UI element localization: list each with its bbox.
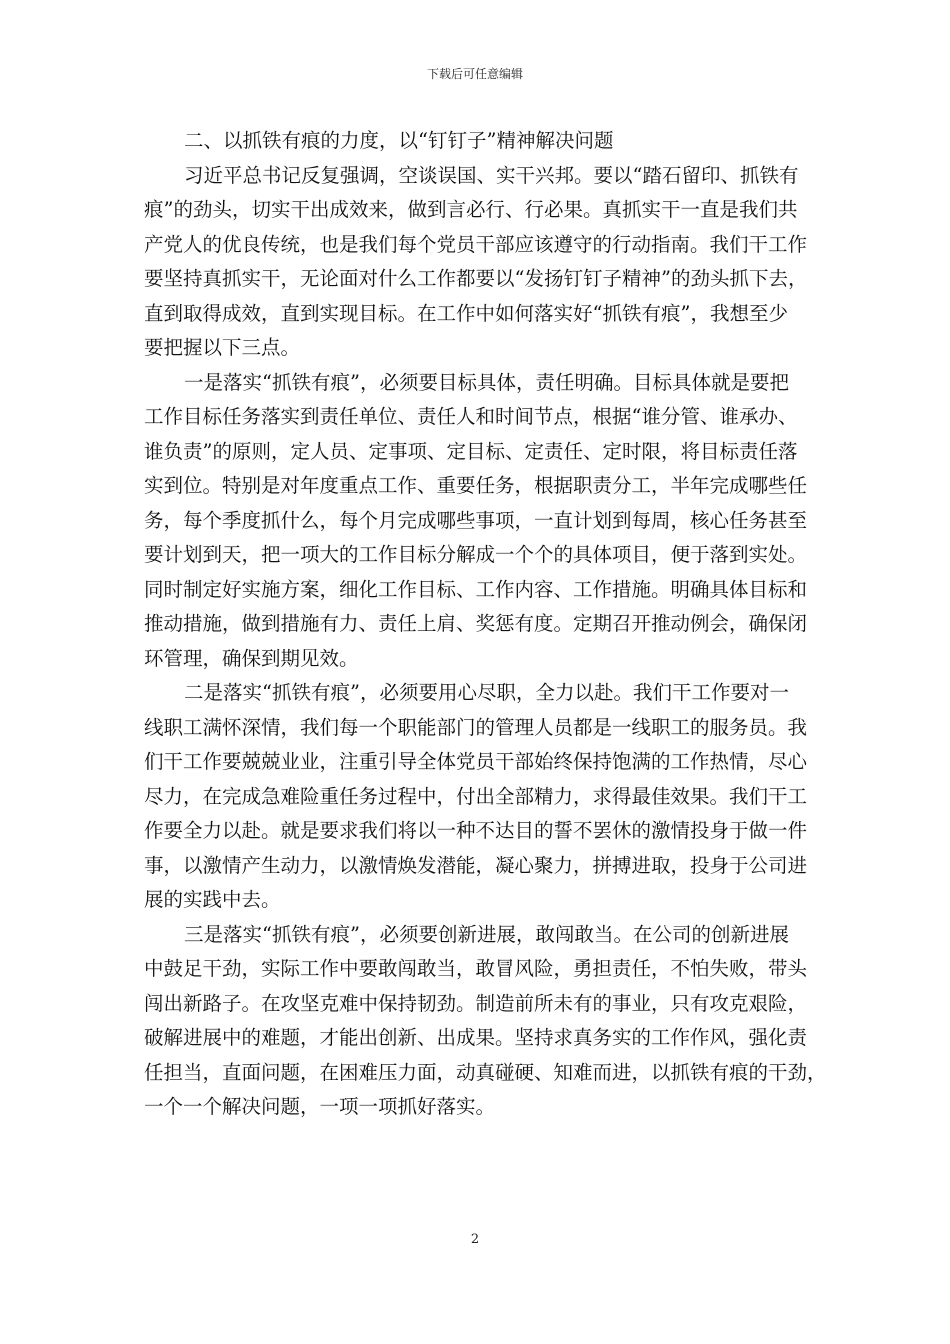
- paragraph-line: 要把握以下三点。: [144, 336, 301, 359]
- paragraph-line: 一个一个解决问题，一项一项抓好落实。: [144, 1095, 496, 1118]
- paragraph-line: 产党人的优良传统，也是我们每个党员干部应该遵守的行动指南。我们干工作: [144, 232, 808, 256]
- paragraph-line: 工作目标任务落实到责任单位、责任人和时间节点，根据“谁分管、谁承办、: [144, 405, 798, 428]
- page-header: 下载后可任意编辑: [426, 67, 523, 81]
- paragraph-line: 一是落实“抓铁有痕”，必须要目标具体，责任明确。目标具体就是要把: [184, 370, 789, 394]
- section-heading: 二、以抓铁有痕的力度，以“钉钉子”精神解决问题: [184, 129, 614, 152]
- paragraph-line: 事，以激情产生动力，以激情焕发潜能，凝心聚力，拼搏进取，投身于公司进: [144, 853, 808, 877]
- document-body: [144, 124, 827, 1125]
- paragraph-line: 环管理，确保到期见效。: [144, 646, 359, 670]
- paragraph-line: 习近平总书记反复强调，空谈误国、实干兴邦。要以“踏石留印、抓铁有: [184, 163, 799, 187]
- paragraph-line: 痕”的劲头，切实干出成效来，做到言必行、行必果。真抓实干一直是我们共: [144, 198, 798, 221]
- paragraph-line: 三是落实“抓铁有痕”，必须要创新进展，敢闯敢当。在公司的创新进展: [184, 922, 789, 946]
- paragraph-line: 要坚持真抓实干，无论面对什么工作都要以“发扬钉钉子精神”的劲头抓下去，: [144, 267, 808, 290]
- paragraph-line: 二是落实“抓铁有痕”，必须要用心尽职，全力以赴。我们干工作要对一: [184, 681, 789, 704]
- paragraph-line: 同时制定好实施方案，细化工作目标、工作内容、工作措施。明确具体目标和: [144, 577, 808, 601]
- paragraph-line: 直到取得成效，直到实现目标。在工作中如何落实好“抓铁有痕”，我想至少: [144, 301, 788, 325]
- paragraph-line: 展的实践中去。: [144, 888, 281, 911]
- paragraph-line: 任担当，直面问题，在困难压力面，动真碰硬、知难而进，以抓铁有痕的干劲，: [144, 1060, 827, 1084]
- paragraph-line: 们干工作要兢兢业业，注重引导全体党员干部始终保持饱满的工作热情，尽心: [144, 750, 808, 773]
- paragraph-line: 谁负责”的原则，定人员、定事项、定目标、定责任、定时限，将目标责任落: [144, 439, 798, 463]
- paragraph-line: 尽力，在完成急难险重任务过程中，付出全部精力，求得最佳效果。我们干工: [144, 784, 808, 808]
- paragraph-line: 中鼓足干劲，实际工作中要敢闯敢当，敢冒风险，勇担责任，不怕失败，带头: [144, 957, 808, 980]
- paragraph-line: 线职工满怀深情，我们每一个职能部门的管理人员都是一线职工的服务员。我: [144, 715, 808, 739]
- paragraph-line: 作要全力以赴。就是要求我们将以一种不达目的誓不罢休的激情投身于做一件: [144, 819, 808, 842]
- paragraph-line: 推动措施，做到措施有力、责任上肩、奖惩有度。定期召开推动例会，确保闭: [144, 612, 808, 635]
- paragraph-line: 务，每个季度抓什么，每个月完成哪些事项，一直计划到每周，核心任务甚至: [144, 508, 808, 532]
- paragraph-line: 破解进展中的难题，才能出创新、出成果。坚持求真务实的工作作风，强化责: [144, 1026, 808, 1049]
- paragraph-line: 要计划到天，把一项大的工作目标分解成一个个的具体项目，便于落到实处。: [144, 543, 808, 566]
- paragraph-line: 实到位。特别是对年度重点工作、重要任务，根据职责分工，半年完成哪些任: [144, 474, 808, 497]
- paragraph-line: 闯出新路子。在攻坚克难中保持韧劲。制造前所未有的事业，只有攻克艰险，: [144, 991, 808, 1015]
- page-number: 2: [470, 1232, 480, 1247]
